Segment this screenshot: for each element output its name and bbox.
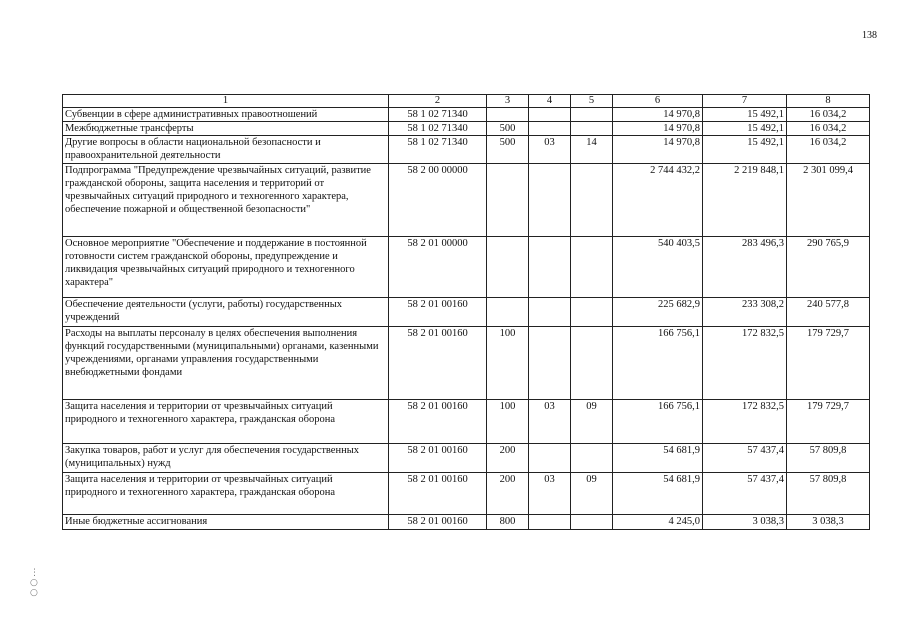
target-code: 58 2 01 00160 [389,327,487,400]
section: 03 [529,473,571,515]
row-name: Другие вопросы в области национальной безопасности и правоохранительной деятельности [63,136,389,164]
target-code: 58 2 01 00000 [389,237,487,298]
table-row [63,136,870,164]
section [529,327,571,400]
expense-type: 200 [487,473,529,515]
target-code: 58 2 01 00160 [389,298,487,327]
subsection: 09 [571,473,613,515]
subsection [571,327,613,400]
row-name: Подпрограмма "Предупреждение чрезвычайных ситуаций, развитие гражданской обороны, защита населения и территорий от чрезвычайных ситуаций природного и техногенного характера, обеспечение пожарной и общественной безопасности" [63,164,389,237]
amount-col8: 57 809,8 [787,444,870,473]
expense-type: 200 [487,444,529,473]
table-row [63,237,870,298]
scan-mark: ○ [30,588,38,598]
subsection [571,122,613,136]
amount-col7: 15 492,1 [703,122,787,136]
column-number: 3 [487,95,529,108]
target-code: 58 1 02 71340 [389,136,487,164]
subsection [571,108,613,122]
section [529,444,571,473]
amount-col6: 14 970,8 [613,108,703,122]
expense-type [487,237,529,298]
section [529,298,571,327]
amount-col8: 290 765,9 [787,237,870,298]
column-number: 2 [389,95,487,108]
amount-col6: 14 970,8 [613,136,703,164]
amount-col7: 2 219 848,1 [703,164,787,237]
amount-col8: 3 038,3 [787,515,870,530]
row-name: Межбюджетные трансферты [63,122,389,136]
amount-col6: 4 245,0 [613,515,703,530]
table-row [63,444,870,473]
target-code: 58 1 02 71340 [389,122,487,136]
target-code: 58 2 01 00160 [389,473,487,515]
amount-col7: 15 492,1 [703,136,787,164]
expense-type [487,298,529,327]
target-code: 58 2 01 00160 [389,400,487,444]
expense-type: 100 [487,400,529,444]
scan-mark: ⋮ [30,568,39,578]
section [529,164,571,237]
amount-col8: 2 301 099,4 [787,164,870,237]
section [529,108,571,122]
amount-col7: 3 038,3 [703,515,787,530]
amount-col8: 16 034,2 [787,122,870,136]
amount-col6: 540 403,5 [613,237,703,298]
amount-col6: 166 756,1 [613,400,703,444]
column-number: 7 [703,95,787,108]
amount-col7: 57 437,4 [703,444,787,473]
amount-col8: 179 729,7 [787,327,870,400]
expense-type: 500 [487,122,529,136]
expense-type: 100 [487,327,529,400]
amount-col6: 2 744 432,2 [613,164,703,237]
expense-type [487,164,529,237]
amount-col8: 16 034,2 [787,108,870,122]
column-number: 6 [613,95,703,108]
amount-col7: 283 496,3 [703,237,787,298]
scan-mark: ○ [30,578,38,588]
table-row [63,400,870,444]
section [529,237,571,298]
subsection [571,164,613,237]
budget-table [62,94,870,530]
column-number: 1 [63,95,389,108]
amount-col7: 57 437,4 [703,473,787,515]
table-row [63,515,870,530]
column-number: 8 [787,95,870,108]
amount-col6: 225 682,9 [613,298,703,327]
expense-type [487,108,529,122]
amount-col6: 14 970,8 [613,122,703,136]
table-row [63,108,870,122]
target-code: 58 1 02 71340 [389,108,487,122]
amount-col7: 172 832,5 [703,400,787,444]
table-row [63,164,870,237]
amount-col7: 233 308,2 [703,298,787,327]
row-name: Закупка товаров, работ и услуг для обеспечения государственных (муниципальных) нужд [63,444,389,473]
section [529,515,571,530]
target-code: 58 2 00 00000 [389,164,487,237]
row-name: Субвенции в сфере административных правоотношений [63,108,389,122]
amount-col7: 15 492,1 [703,108,787,122]
column-number-row [63,95,870,108]
target-code: 58 2 01 00160 [389,515,487,530]
scan-margin-marks [30,568,39,598]
subsection [571,237,613,298]
column-number: 4 [529,95,571,108]
subsection [571,444,613,473]
amount-col7: 172 832,5 [703,327,787,400]
subsection [571,515,613,530]
amount-col8: 240 577,8 [787,298,870,327]
table-row [63,122,870,136]
amount-col6: 166 756,1 [613,327,703,400]
row-name: Защита населения и территории от чрезвычайных ситуаций природного и техногенного характера, гражданская оборона [63,400,389,444]
expense-type: 800 [487,515,529,530]
amount-col6: 54 681,9 [613,444,703,473]
table-row [63,298,870,327]
amount-col8: 57 809,8 [787,473,870,515]
column-number: 5 [571,95,613,108]
section: 03 [529,400,571,444]
row-name: Защита населения и территории от чрезвычайных ситуаций природного и техногенного характера, гражданская оборона [63,473,389,515]
subsection: 14 [571,136,613,164]
table-row [63,327,870,400]
amount-col8: 16 034,2 [787,136,870,164]
amount-col6: 54 681,9 [613,473,703,515]
table-row [63,473,870,515]
subsection [571,298,613,327]
row-name: Иные бюджетные ассигнования [63,515,389,530]
section [529,122,571,136]
amount-col8: 179 729,7 [787,400,870,444]
subsection: 09 [571,400,613,444]
row-name: Обеспечение деятельности (услуги, работы) государственных учреждений [63,298,389,327]
expense-type: 500 [487,136,529,164]
page-number: 138 [862,30,877,41]
row-name: Расходы на выплаты персоналу в целях обеспечения выполнения функций государственными (муниципальными) органами, казенными учреждениями, органами управления государственными внебюджетными фондами [63,327,389,400]
target-code: 58 2 01 00160 [389,444,487,473]
row-name: Основное мероприятие "Обеспечение и поддержание в постоянной готовности систем гражданской обороны, предупреждение и ликвидация чрезвычайных ситуаций природного и техногенного характера" [63,237,389,298]
section: 03 [529,136,571,164]
